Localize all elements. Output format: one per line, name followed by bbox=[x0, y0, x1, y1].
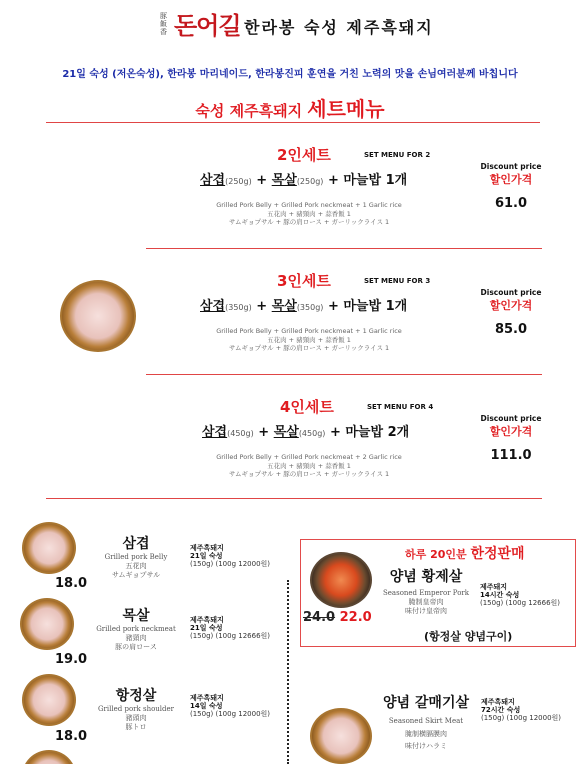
plus-sign: + bbox=[327, 173, 339, 188]
set-desc-en: Grilled Pork Belly + Grilled Pork neckmeat + 2 Garlic rice bbox=[216, 453, 402, 461]
plus-sign: + bbox=[258, 425, 270, 440]
set-item-rice: 마늘밥 1개 bbox=[343, 299, 408, 314]
price-value: 111.0 bbox=[490, 448, 532, 463]
skirt-photo bbox=[310, 708, 372, 764]
sale-price: 22.0 bbox=[339, 610, 372, 625]
item-price: 19.0 bbox=[55, 652, 88, 667]
limited-origin: 제주돼지 bbox=[480, 583, 508, 591]
set-photo bbox=[60, 280, 136, 352]
price-label-kr: 할인가격 bbox=[489, 173, 533, 186]
item-name: 삼겹 bbox=[122, 536, 150, 552]
limited-item-photo bbox=[310, 552, 372, 608]
skirt-item-name-cn: 腌制横膈膜肉 bbox=[405, 730, 447, 738]
divider bbox=[146, 374, 542, 375]
set-item-neck: 목살 bbox=[273, 425, 299, 440]
set-title: 4인세트 bbox=[280, 398, 334, 416]
divider-top bbox=[46, 122, 540, 123]
set-subtitle: SET MENU FOR 4 bbox=[367, 403, 434, 411]
set-desc-jp: サムギョプサル + 豚の肩ロース + ガーリックライス 1 bbox=[228, 470, 390, 478]
item-name: 항정살 bbox=[115, 688, 157, 704]
set-desc-jp: サムギョプサル + 豚の肩ロース + ガーリックライス 1 bbox=[228, 344, 390, 352]
item-price: 18.0 bbox=[55, 576, 88, 591]
set-item-belly-weight: (350g) bbox=[225, 303, 252, 312]
item-weight: (150g) (100g 12000원) bbox=[190, 560, 271, 568]
limited-sale-title: 한정판매 bbox=[470, 546, 525, 562]
price-label-kr: 할인가격 bbox=[489, 299, 533, 312]
set-desc-cn: 五花肉 + 豬頸肉 + 蒜香飯 1 bbox=[267, 335, 351, 344]
set-item-belly-weight: (450g) bbox=[227, 429, 254, 438]
discount-price bbox=[466, 162, 556, 211]
item-name-jp: 豚の肩ロース bbox=[115, 643, 157, 651]
item-name-jp: サムギョプサル bbox=[111, 571, 161, 579]
item-block bbox=[90, 533, 182, 580]
skirt-item-name-en: Seasoned Skirt Meat bbox=[388, 717, 464, 725]
item-aging: 21일 숙성 bbox=[190, 552, 223, 560]
brand-title: 한라봉 숙성 제주흑돼지 bbox=[244, 18, 434, 37]
discount-price bbox=[466, 414, 556, 463]
item-name-en: Grilled pork Belly bbox=[104, 553, 168, 561]
limited-item-name-en: Seasoned Emperor Pork bbox=[382, 589, 469, 597]
set-item-neck-weight: (450g) bbox=[298, 429, 326, 438]
dotted-separator bbox=[287, 580, 289, 764]
set-items bbox=[200, 295, 407, 314]
limited-sale-label bbox=[405, 543, 525, 563]
skirt-aging: 72시간 숙성 bbox=[481, 706, 521, 714]
set-description bbox=[174, 201, 444, 227]
item-origin: 제주흑돼지 bbox=[190, 544, 224, 552]
item-name: 목살 bbox=[122, 608, 150, 624]
logo-hanja-2: 飯 bbox=[160, 20, 167, 28]
limited-item-name: 양념 황제살 bbox=[389, 569, 463, 585]
limited-price bbox=[303, 610, 372, 625]
price-label-en: Discount price bbox=[480, 162, 542, 171]
limited-item-info bbox=[480, 583, 560, 607]
item-weight: (150g) (100g 12666원) bbox=[190, 632, 271, 640]
price-value: 61.0 bbox=[494, 196, 528, 211]
item-name-jp: 豚トロ bbox=[125, 723, 147, 731]
item-origin: 제주흑돼지 bbox=[190, 616, 224, 624]
section-title bbox=[0, 93, 580, 122]
item-photo bbox=[22, 674, 76, 726]
set-item-neck-weight: (250g) bbox=[296, 177, 324, 186]
set-description bbox=[174, 327, 444, 353]
item-info bbox=[190, 544, 270, 568]
limited-note: (항정살 양념구이) bbox=[424, 630, 513, 643]
set-item-neck: 목살 bbox=[271, 299, 297, 314]
limited-aging: 14시간 숙성 bbox=[480, 591, 520, 599]
price-label-kr: 할인가격 bbox=[489, 425, 533, 438]
skirt-item-block bbox=[376, 692, 476, 751]
section-title-part1: 숙성 제주흑돼지 bbox=[195, 102, 308, 120]
limited-sale-portion: 하루 20인분 bbox=[405, 548, 471, 561]
logo-hanja-1: 豚 bbox=[160, 12, 167, 20]
set-title: 3인세트 bbox=[277, 272, 331, 290]
limited-item-name-cn: 腌制皇帝肉 bbox=[408, 598, 444, 606]
skirt-item-info bbox=[481, 698, 561, 722]
skirt-weight: (150g) (100g 12000원) bbox=[481, 714, 562, 722]
divider bbox=[46, 498, 542, 499]
limited-item-name-jp: 味付け皇帝肉 bbox=[405, 607, 447, 615]
set-subtitle: SET MENU FOR 2 bbox=[364, 151, 431, 159]
tagline: 21일 숙성 (저온숙성), 한라봉 마리네이드, 한라봉진피 훈연을 거친 노력의 맛을 손님여러분께 바칩니다 bbox=[62, 69, 518, 80]
set-desc-en: Grilled Pork Belly + Grilled Pork neckmeat + 1 Garlic rice bbox=[216, 327, 402, 335]
set-desc-en: Grilled Pork Belly + Grilled Pork neckmeat + 1 Garlic rice bbox=[216, 201, 402, 209]
item-aging: 21일 숙성 bbox=[190, 624, 223, 632]
item-name-en: Grilled pork shoulder bbox=[97, 705, 175, 713]
item-price: 18.0 bbox=[55, 729, 88, 744]
item-aging: 14일 숙성 bbox=[190, 702, 223, 710]
divider bbox=[146, 248, 542, 249]
set-title: 2인세트 bbox=[277, 146, 331, 164]
item-photo bbox=[22, 750, 76, 764]
logo-hanja-3: 香 bbox=[160, 28, 167, 36]
set-description bbox=[174, 453, 444, 479]
set-desc-cn: 五花肉 + 豬頸肉 + 蒜香飯 1 bbox=[267, 209, 351, 218]
set-item-belly: 삼겹 bbox=[202, 425, 228, 440]
logo: 돈어길 bbox=[174, 11, 241, 40]
discount-price bbox=[466, 288, 556, 337]
set-desc-cn: 五花肉 + 豬頸肉 + 蒜香飯 1 bbox=[267, 461, 351, 470]
item-info bbox=[190, 616, 270, 640]
price-label-en: Discount price bbox=[480, 288, 542, 297]
set-desc-jp: サムギョプサル + 豚の肩ロース + ガーリックライス 1 bbox=[228, 218, 390, 226]
plus-sign: + bbox=[256, 299, 268, 314]
limited-item-block bbox=[378, 566, 474, 616]
old-price: 24.0 bbox=[303, 610, 336, 625]
item-block bbox=[88, 685, 184, 732]
set-subtitle: SET MENU FOR 3 bbox=[364, 277, 431, 285]
item-info bbox=[190, 694, 270, 718]
limited-weight: (150g) (100g 12666원) bbox=[480, 599, 561, 607]
item-name-cn: 豬頸肉 bbox=[125, 634, 147, 642]
item-weight: (150g) (100g 12000원) bbox=[190, 710, 271, 718]
logo-hanja bbox=[160, 12, 167, 36]
skirt-item-name: 양념 갈매기살 bbox=[382, 695, 470, 711]
item-name-cn: 豬頭肉 bbox=[125, 714, 147, 722]
set-items bbox=[200, 169, 407, 188]
set-items bbox=[202, 421, 409, 440]
item-name-en: Grilled pork neckmeat bbox=[96, 625, 176, 633]
set-item-neck-weight: (350g) bbox=[296, 303, 324, 312]
item-block bbox=[88, 605, 184, 652]
set-item-belly: 삼겹 bbox=[200, 173, 226, 188]
set-item-belly: 삼겹 bbox=[200, 299, 226, 314]
price-value: 85.0 bbox=[494, 322, 528, 337]
section-title-part2: 세트메뉴 bbox=[307, 97, 385, 121]
set-item-rice: 마늘밥 2개 bbox=[345, 425, 410, 440]
item-origin: 제주흑돼지 bbox=[190, 694, 224, 702]
set-item-rice: 마늘밥 1개 bbox=[343, 173, 408, 188]
item-photo bbox=[22, 522, 76, 574]
skirt-item-name-jp: 味付けハラミ bbox=[405, 742, 447, 750]
set-item-neck: 목살 bbox=[271, 173, 297, 188]
item-photo bbox=[20, 598, 74, 650]
plus-sign: + bbox=[256, 173, 268, 188]
skirt-origin: 제주흑돼지 bbox=[481, 698, 515, 706]
set-item-belly-weight: (250g) bbox=[225, 177, 252, 186]
item-name-cn: 五花肉 bbox=[125, 562, 147, 570]
plus-sign: + bbox=[327, 299, 339, 314]
price-label-en: Discount price bbox=[480, 414, 542, 423]
plus-sign: + bbox=[329, 425, 341, 440]
